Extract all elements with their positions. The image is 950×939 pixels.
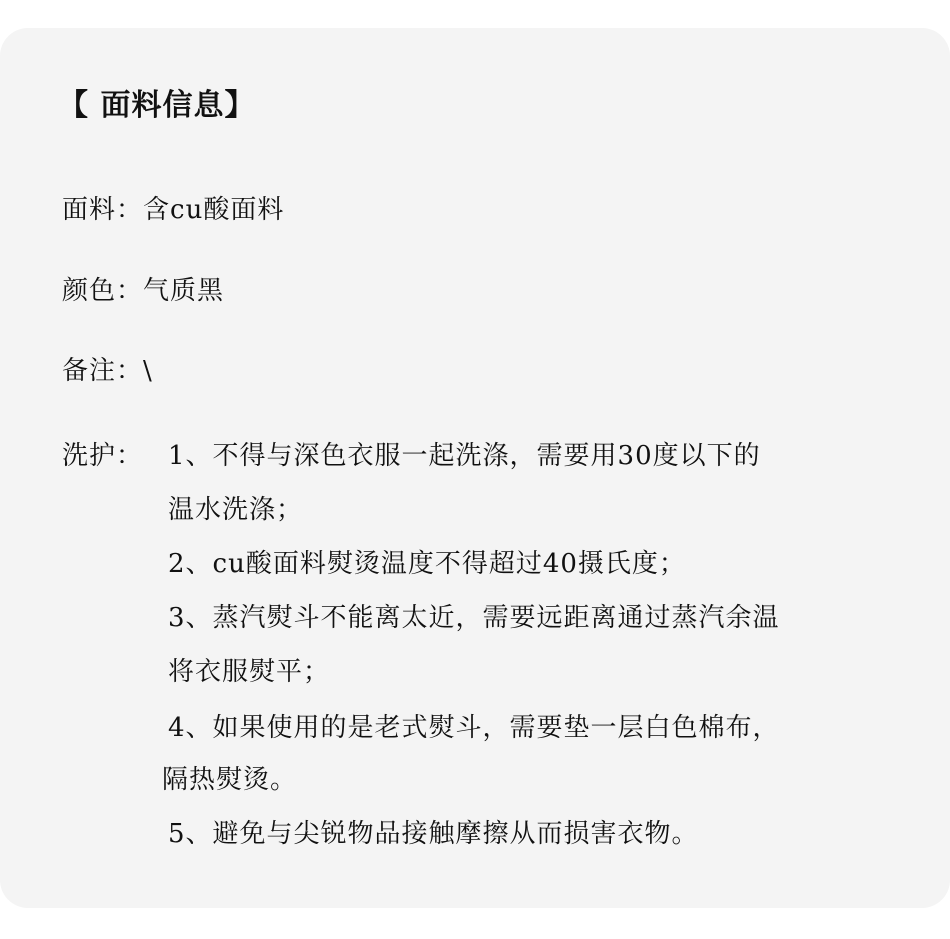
care-line: 1、不得与深色衣服一起洗涤，需要用30度以下的 [168, 441, 761, 471]
care-line: 5、避免与尖锐物品接触摩擦从而损害衣物。 [168, 819, 699, 849]
note-value: \ [143, 356, 153, 386]
care-line: 4、如果使用的是老式熨斗，需要垫一层白色棉布， [168, 713, 780, 743]
color-row [62, 271, 224, 311]
fabric-value: 含cu酸面料 [143, 195, 285, 225]
color-label: 颜色： [62, 276, 144, 306]
note-row [62, 351, 153, 391]
care-line: 3、蒸汽熨斗不能离太近，需要远距离通过蒸汽余温 [168, 603, 780, 633]
care-line: 2、cu酸面料熨烫温度不得超过40摄氏度； [168, 549, 686, 579]
care-line: 隔热熨烫。 [162, 765, 298, 795]
fabric-row [62, 190, 284, 230]
note-label: 备注： [62, 356, 144, 386]
care-line: 温水洗涤； [168, 495, 304, 525]
color-value: 气质黑 [143, 276, 225, 306]
section-title: 【 面料信息】 [58, 88, 256, 123]
fabric-label: 面料： [62, 195, 144, 225]
care-line: 将衣服熨平； [168, 657, 331, 687]
fabric-info-card [0, 28, 950, 908]
care-label: 洗护： [62, 441, 144, 471]
